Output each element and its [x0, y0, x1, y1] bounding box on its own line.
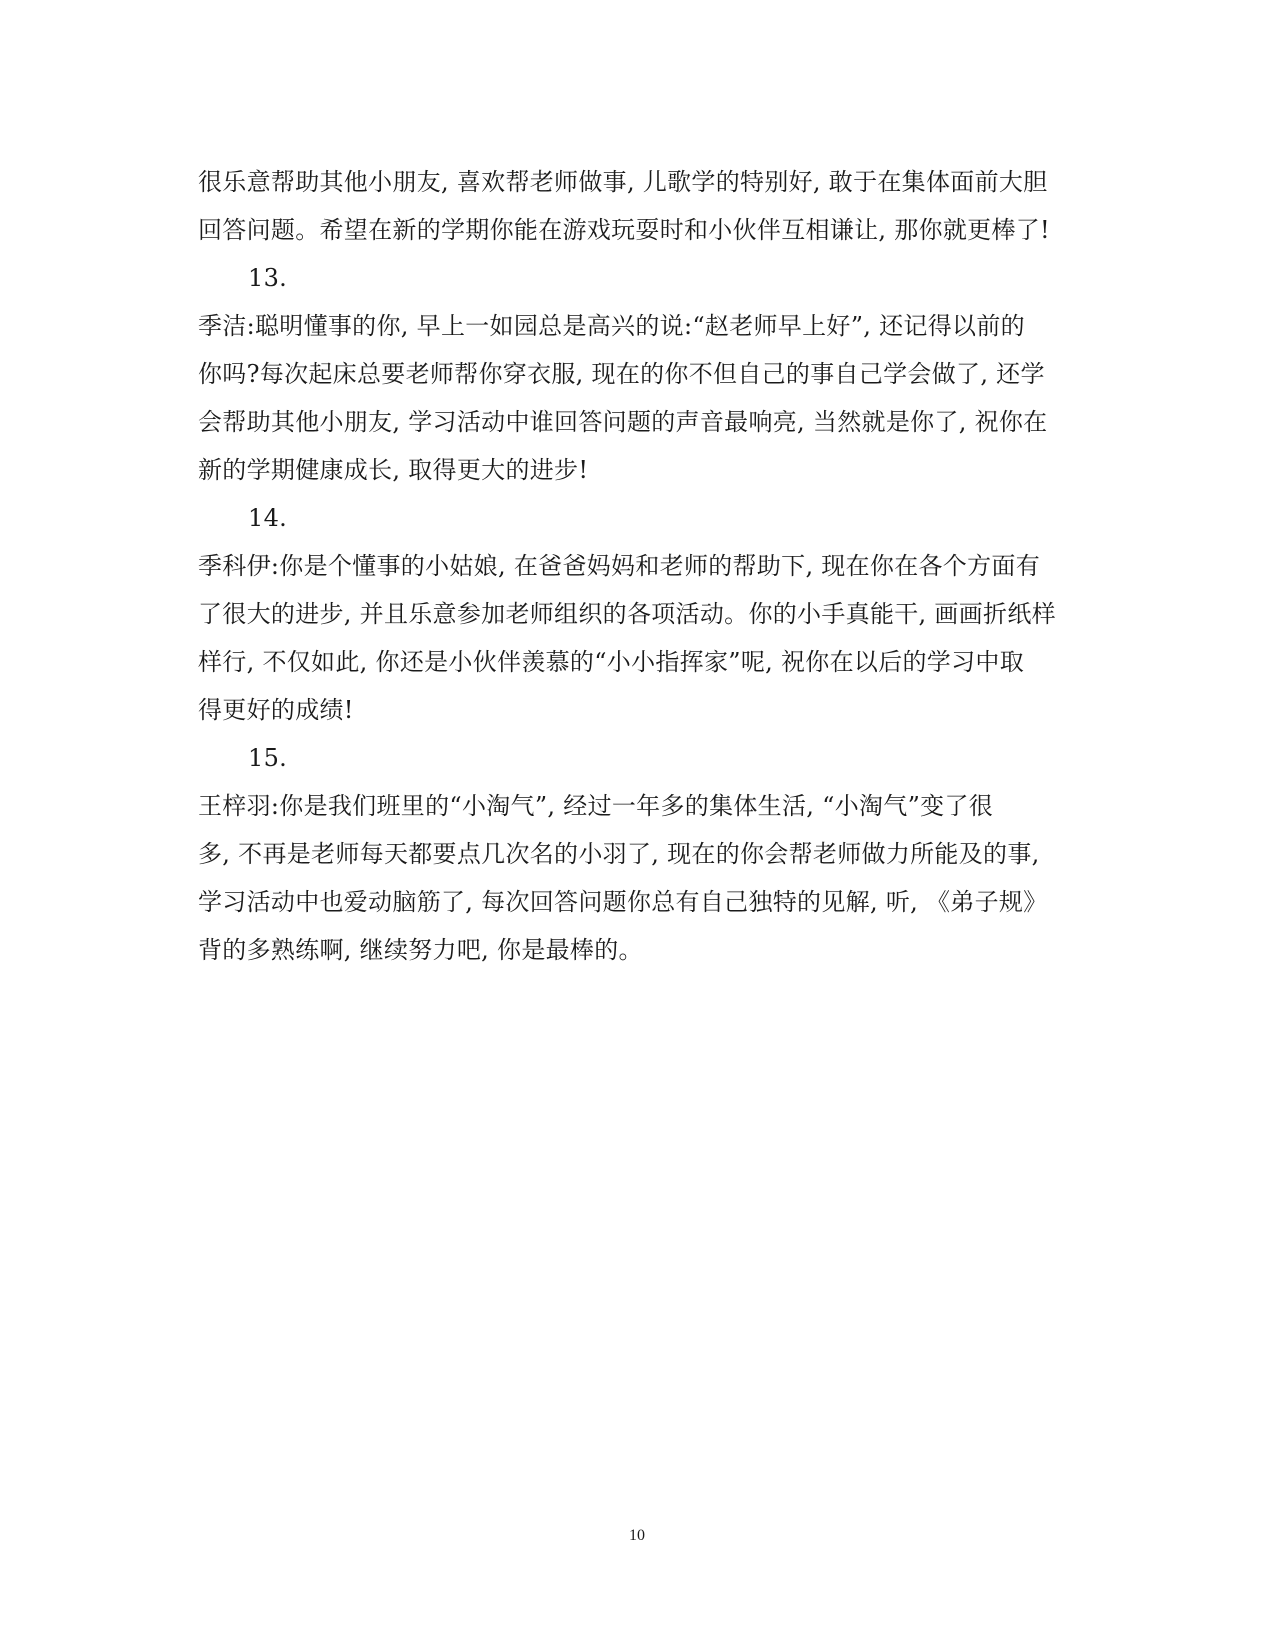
entry-13 [198, 254, 1078, 494]
entry-number: 14. [248, 504, 288, 532]
text-line: 了很大的进步, 并且乐意参加老师组织的各项活动。你的小手真能干, 画画折纸样 [198, 600, 1056, 628]
text-line: 样行, 不仅如此, 你还是小伙伴羡慕的“小小指挥家”呢, 祝你在以后的学习中取 [198, 648, 1025, 676]
text-line: 背的多熟练啊, 继续努力吧, 你是最棒的。 [198, 936, 643, 964]
text-line: 季洁:聪明懂事的你, 早上一如园总是高兴的说:“赵老师早上好”, 还记得以前的 [198, 312, 1025, 340]
entry-number: 13. [248, 264, 288, 292]
entry-number: 15. [248, 744, 288, 772]
page-number: 10 [629, 1527, 645, 1544]
text-line: 学习活动中也爱动脑筋了, 每次回答问题你总有自己独特的见解, 听, 《弟子规》 [198, 888, 1048, 916]
entry-15 [198, 734, 1078, 974]
text-line: 多, 不再是老师每天都要点几次名的小羽了, 现在的你会帮老师做力所能及的事, [198, 840, 1040, 868]
text-line: 你吗?每次起床总要老师帮你穿衣服, 现在的你不但自己的事自己学会做了, 还学 [198, 360, 1045, 388]
text-line: 王梓羽:你是我们班里的“小淘气”, 经过一年多的集体生活, “小淘气”变了很 [198, 792, 994, 820]
intro-paragraph [198, 158, 1078, 254]
text-line: 回答问题。希望在新的学期你能在游戏玩耍时和小伙伴互相谦让, 那你就更棒了! [198, 216, 1050, 244]
text-line: 季科伊:你是个懂事的小姑娘, 在爸爸妈妈和老师的帮助下, 现在你在各个方面有 [198, 552, 1040, 580]
text-line: 得更好的成绩! [198, 696, 354, 724]
text-line: 新的学期健康成长, 取得更大的进步! [198, 456, 589, 484]
text-line: 会帮助其他小朋友, 学习活动中谁回答问题的声音最响亮, 当然就是你了, 祝你在 [198, 408, 1048, 436]
entry-14 [198, 494, 1078, 734]
document-body [198, 158, 1078, 974]
text-line: 很乐意帮助其他小朋友, 喜欢帮老师做事, 儿歌学的特别好, 敢于在集体面前大胆 [198, 168, 1048, 196]
